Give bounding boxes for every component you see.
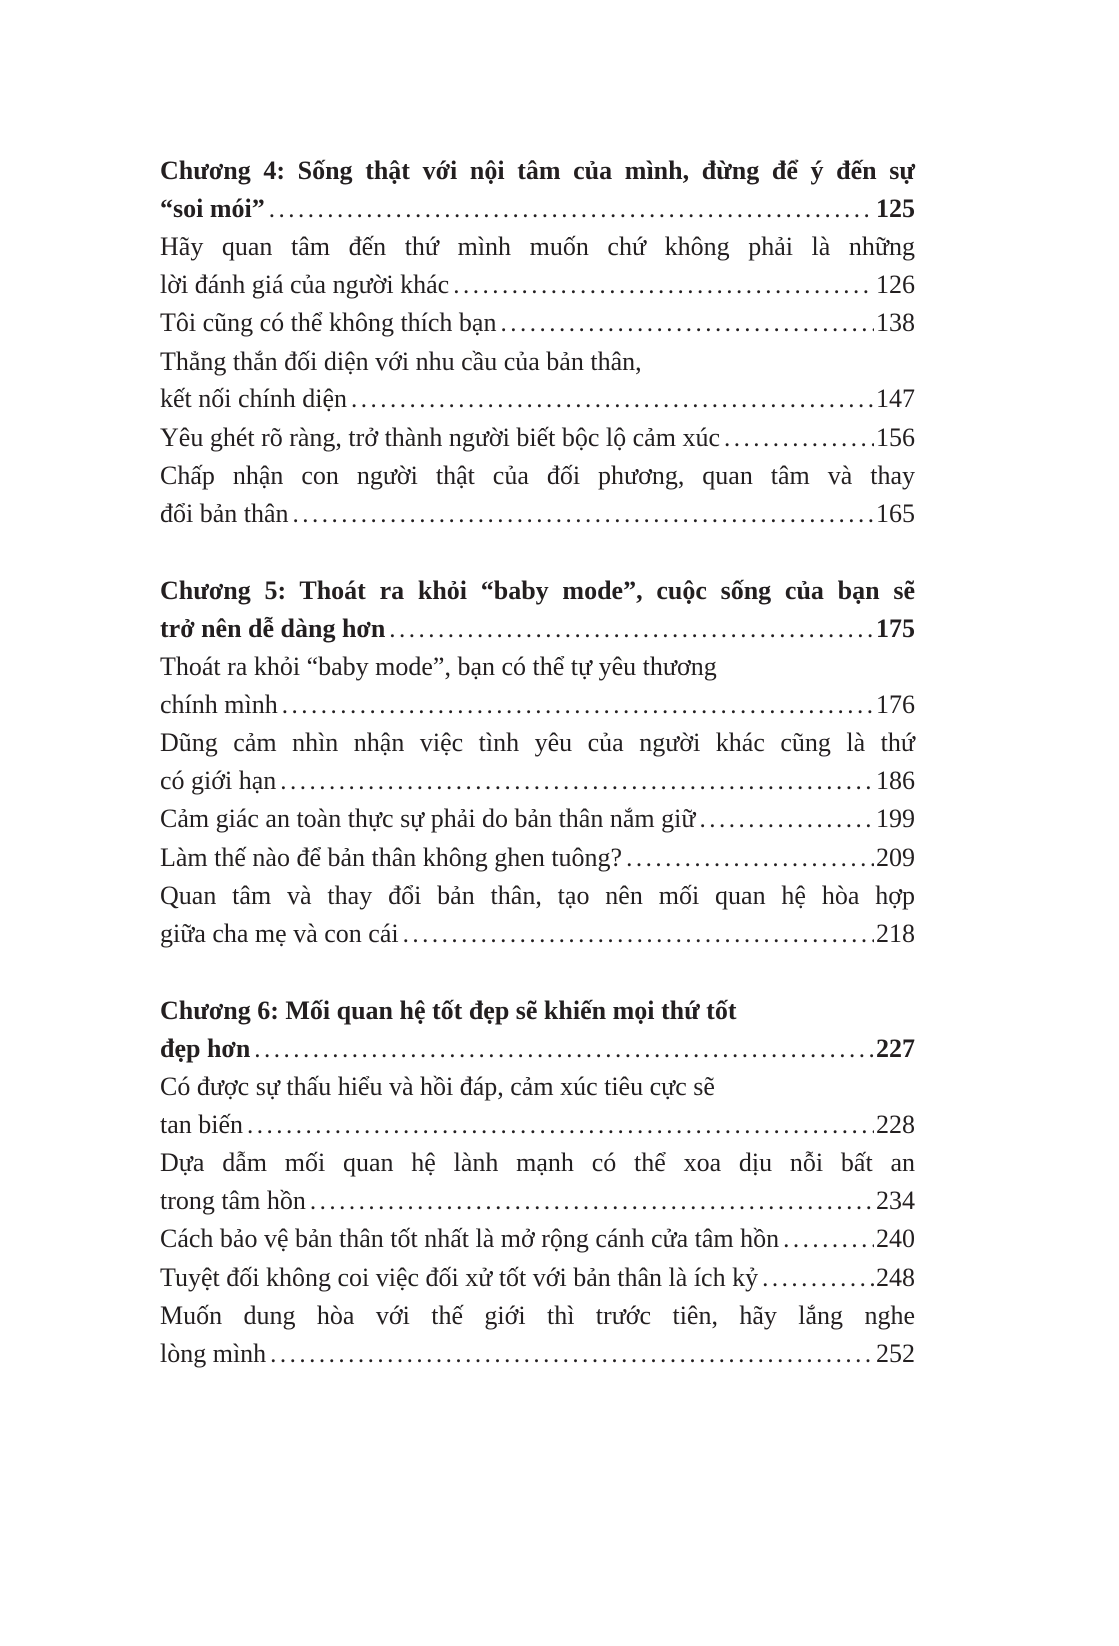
toc-entry-line [160,915,915,954]
dot-leader [269,190,874,229]
toc-entry-line [160,1106,915,1145]
toc-entry-line: Dựa dẫm mối quan hệ lành mạnh có thể xoa dịu nỗi bất an [160,1148,915,1177]
toc-entry [160,648,915,724]
toc-entry-line: Quan tâm và thay đổi bản thân, tạo nên mối quan hệ hòa hợp [160,881,915,910]
toc-entry-line: Thẳng thắn đối diện với nhu cầu của bản thân, [160,346,642,376]
toc-entry-text: lòng mình [160,1338,267,1368]
toc-entry-line [160,800,915,839]
toc-entry-line: Chấp nhận con người thật của đối phương, quan tâm và thay [160,461,915,490]
dot-leader [626,839,874,878]
page-number: 248 [876,1262,915,1292]
toc-entry-line: Thoát ra khỏi “baby mode”, bạn có thể tự yêu thương [160,652,717,681]
page-number: 156 [876,422,915,452]
toc-entry-line [160,304,915,343]
page-number: 234 [876,1185,915,1215]
toc-entry-text: lời đánh giá của người khác [160,269,450,299]
toc-entry-line [160,1335,915,1374]
toc-entry-text: có giới hạn [160,765,277,795]
page-number: 228 [876,1109,915,1139]
page-number: 240 [876,1224,915,1253]
toc-entry-text: Cảm giác an toàn thực sự phải do bản thân nắm giữ [160,804,696,833]
dot-leader [293,495,874,534]
page-number: 175 [876,613,915,643]
toc-entry-line: Muốn dung hòa với thế giới thì trước tiên, hãy lắng nghe [160,1301,915,1330]
chapter-heading-text: “soi mói” [160,193,265,223]
chapter-heading [160,572,915,648]
toc-entry-line: Hãy quan tâm đến thứ mình muốn chứ không phải là những [160,232,915,261]
chapter-heading-text: đẹp hơn [160,1033,251,1063]
toc-section [160,572,915,953]
chapter-heading-line [160,1030,915,1069]
page-number: 176 [876,689,915,719]
dot-leader [282,686,874,725]
chapter-heading-text: trở nên dễ dàng hơn [160,613,386,643]
toc-entry [160,724,915,800]
chapter-heading-line [160,190,915,229]
chapter-heading-line [160,610,915,649]
page-number: 218 [876,918,915,948]
toc-entry-text: Yêu ghét rõ ràng, trở thành người biết bộc lộ cảm xúc [160,422,720,452]
page-number: 125 [876,193,915,223]
toc-entry [160,343,915,419]
dot-leader [280,762,874,801]
page-number: 165 [876,498,915,528]
toc-entry-line [160,419,915,458]
chapter-heading-line: Chương 4: Sống thật với nội tâm của mình, đừng để ý đến sự [160,156,915,185]
toc-entry [160,1220,915,1259]
toc-entry [160,839,915,878]
dot-leader [762,1259,874,1298]
toc-section [160,992,915,1373]
toc-entry-line [160,686,915,725]
toc-entry-text: giữa cha mẹ và con cái [160,918,399,948]
toc-entry-line [160,380,915,419]
toc-entry-line: Dũng cảm nhìn nhận việc tình yêu của người khác cũng là thứ [160,728,915,757]
toc-entry-text: đổi bản thân [160,498,289,528]
toc-entry-line [160,1259,915,1298]
dot-leader [247,1106,874,1145]
toc-entry-text: kết nối chính diện [160,384,348,413]
toc-entry [160,800,915,839]
chapter-heading-line: Chương 6: Mối quan hệ tốt đẹp sẽ khiến mọi thứ tốt [160,996,737,1025]
dot-leader [453,266,874,305]
toc-entry [160,457,915,533]
toc-entry-line [160,1220,915,1259]
chapter-heading-line: Chương 5: Thoát ra khỏi “baby mode”, cuộc sống của bạn sẽ [160,576,915,605]
toc-entry [160,877,915,953]
toc-entry-text: chính mình [160,689,278,719]
page-number: 147 [876,384,915,413]
page-number: 126 [876,269,915,299]
table-of-contents [160,152,915,1373]
toc-entry-text: Tôi cũng có thể không thích bạn [160,308,497,337]
toc-entry-text: Cách bảo vệ bản thân tốt nhất là mở rộng cánh cửa tâm hồn [160,1224,780,1253]
toc-entry [160,1068,915,1144]
toc-entry-line [160,495,915,534]
dot-leader [270,1335,874,1374]
page-number: 209 [876,842,915,872]
dot-leader [351,380,874,419]
dot-leader [310,1182,874,1221]
toc-entry [160,419,915,458]
chapter-heading [160,152,915,228]
toc-entry-text: tan biến [160,1109,244,1139]
toc-entry-text: Làm thế nào để bản thân không ghen tuông? [160,842,623,872]
toc-entry [160,228,915,304]
toc-entry-line: Có được sự thấu hiểu và hồi đáp, cảm xúc tiêu cực sẽ [160,1072,715,1101]
toc-section [160,152,915,533]
dot-leader [783,1220,874,1259]
page-number: 252 [876,1338,915,1368]
page-number: 227 [876,1033,915,1063]
toc-entry-text: trong tâm hồn [160,1185,306,1215]
toc-entry [160,304,915,343]
toc-entry-text: Tuyệt đối không coi việc đối xử tốt với bản thân là ích kỷ [160,1262,759,1292]
dot-leader [724,419,874,458]
toc-entry-line [160,839,915,878]
dot-leader [254,1030,874,1069]
dot-leader [500,304,874,343]
toc-entry-line [160,762,915,801]
toc-entry-line [160,1182,915,1221]
toc-entry [160,1297,915,1373]
dot-leader [389,610,874,649]
toc-entry-line [160,266,915,305]
page-number: 138 [876,308,915,337]
toc-entry [160,1144,915,1220]
page-number: 199 [876,804,915,833]
dot-leader [403,915,874,954]
dot-leader [699,800,874,839]
page-number: 186 [876,765,915,795]
chapter-heading [160,992,915,1068]
toc-entry [160,1259,915,1298]
